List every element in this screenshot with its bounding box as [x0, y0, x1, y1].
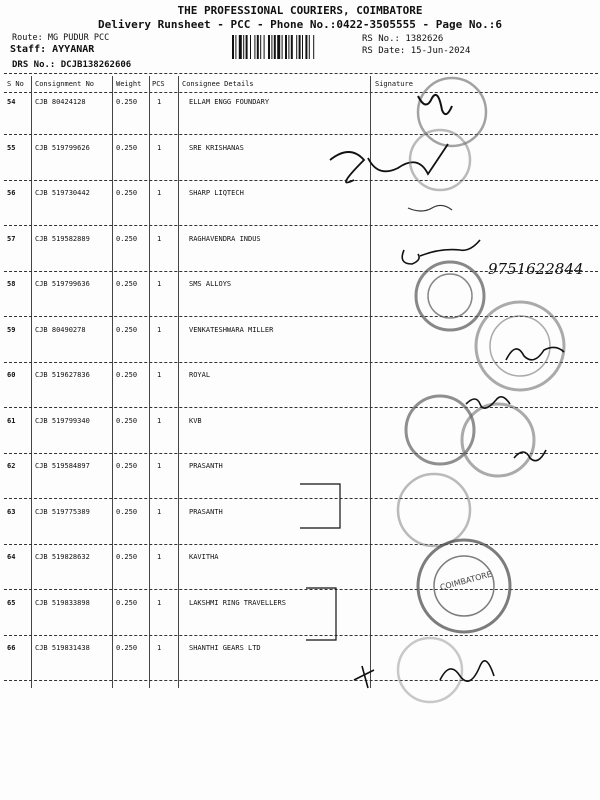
cell-sno: 54	[7, 98, 16, 106]
row-divider	[4, 362, 598, 363]
barcode-bar	[288, 35, 289, 59]
barcode-bar	[260, 35, 261, 59]
cell-weight: 0.250	[116, 143, 138, 152]
cell-pcs: 1	[157, 598, 162, 607]
column-header-consignee: Consignee Details	[182, 80, 254, 88]
column-header-consignment: Consignment No	[35, 80, 95, 88]
barcode-image	[232, 35, 354, 59]
barcode-bar	[282, 35, 283, 59]
barcode-bar	[271, 35, 272, 59]
cell-consignee: ROYAL	[189, 371, 211, 379]
table-row	[0, 553, 600, 573]
row-divider	[4, 589, 598, 590]
drs-number: DRS No.: DCJB138262606	[12, 60, 132, 70]
row-divider	[4, 134, 598, 135]
table-row	[0, 326, 600, 346]
table-row	[0, 280, 600, 300]
cell-consignment-no: CJB 519799636	[35, 280, 90, 288]
row-divider	[4, 271, 598, 272]
row-divider	[4, 316, 598, 317]
divider-header	[4, 92, 598, 93]
row-divider	[4, 453, 598, 454]
cell-consignee: SRE KRISHANAS	[189, 143, 244, 152]
cell-weight: 0.250	[116, 598, 138, 607]
handwritten-phone: 9751622844	[488, 260, 584, 278]
cell-consignee: PRASANTH	[189, 507, 223, 516]
column-header-pcs: PCS	[152, 80, 165, 88]
cell-consignment-no: CJB 519627836	[35, 371, 90, 379]
cell-sno: 57	[7, 234, 16, 243]
cell-pcs: 1	[157, 553, 162, 561]
barcode-bar	[246, 35, 248, 59]
cell-sno: 64	[7, 553, 16, 561]
cell-pcs: 1	[157, 371, 162, 379]
rs-number: RS No.: 1382626	[362, 34, 444, 44]
cell-weight: 0.250	[116, 189, 138, 197]
cell-consignment-no: CJB 80424128	[35, 98, 86, 106]
rs-date: RS Date: 15-Jun-2024	[362, 46, 471, 56]
cell-sno: 61	[7, 416, 16, 425]
table-row	[0, 189, 600, 209]
barcode-bar	[277, 35, 280, 59]
barcode-bar	[250, 35, 251, 59]
barcode-bar	[285, 35, 287, 59]
signature-mark	[354, 661, 494, 688]
row-divider	[4, 225, 598, 226]
barcode-bar	[309, 35, 310, 59]
stamp-text: COIMBATORE	[439, 569, 493, 593]
barcode-bar	[254, 35, 255, 59]
barcode-bar	[235, 35, 236, 59]
cell-sno: 59	[7, 325, 16, 334]
cell-consignment-no: CJB 519775389	[35, 507, 90, 516]
table-row	[0, 462, 600, 482]
cell-sno: 66	[7, 644, 16, 652]
table-row	[0, 98, 600, 118]
barcode-bar	[257, 35, 259, 59]
cell-consignment-no: CJB 519833898	[35, 598, 90, 607]
cell-pcs: 1	[157, 280, 162, 288]
row-divider	[4, 498, 598, 499]
cell-sno: 65	[7, 598, 16, 607]
signature-mark	[506, 347, 564, 360]
cell-weight: 0.250	[116, 371, 138, 379]
cell-consignment-no: CJB 519828632	[35, 553, 90, 561]
barcode-bar	[291, 35, 293, 59]
cell-pcs: 1	[157, 325, 162, 334]
cell-pcs: 1	[157, 234, 162, 243]
cell-consignee: SMS ALLOYS	[189, 280, 232, 288]
cell-consignee: PRASANTH	[189, 462, 223, 470]
divider-top	[4, 73, 598, 74]
barcode-bar	[268, 35, 270, 59]
cell-pcs: 1	[157, 416, 162, 425]
row-divider	[4, 407, 598, 408]
cell-consignment-no: CJB 80490278	[35, 325, 86, 334]
cell-pcs: 1	[157, 507, 162, 516]
cell-consignee: ELLAM ENGG FOUNDARY	[189, 98, 270, 106]
barcode-bar	[305, 35, 307, 59]
cell-weight: 0.250	[116, 325, 138, 334]
barcode-bar	[299, 35, 301, 59]
cell-consignment-no: CJB 519799626	[35, 143, 90, 152]
cell-weight: 0.250	[116, 98, 138, 106]
barcode-bar	[313, 35, 314, 59]
cell-sno: 55	[7, 143, 16, 152]
cell-consignee: RAGHAVENDRA INDUS	[189, 234, 261, 243]
cell-pcs: 1	[157, 98, 162, 106]
cell-consignee: LAKSHMI RING TRAVELLERS	[189, 598, 286, 607]
barcode-bar	[239, 35, 242, 59]
cell-consignee: KAVITHA	[189, 553, 219, 561]
column-header-signature: Signature	[375, 80, 413, 88]
cell-sno: 60	[7, 371, 16, 379]
barcode-bar	[302, 35, 303, 59]
cell-consignment-no: CJB 519730442	[35, 189, 90, 197]
cell-sno: 56	[7, 189, 16, 197]
cell-consignment-no: CJB 519582889	[35, 234, 90, 243]
cell-weight: 0.250	[116, 462, 138, 470]
cell-pcs: 1	[157, 644, 162, 652]
title-runsheet: Delivery Runsheet - PCC - Phone No.:0422-3505555 - Page No.:6	[98, 18, 502, 31]
staff-label: Staff: AYYANAR	[10, 44, 95, 55]
row-divider	[4, 635, 598, 636]
cell-consignment-no: CJB 519584897	[35, 462, 90, 470]
cell-sno: 58	[7, 280, 16, 288]
cell-pcs: 1	[157, 189, 162, 197]
cell-weight: 0.250	[116, 280, 138, 288]
table-row	[0, 599, 600, 619]
cell-pcs: 1	[157, 462, 162, 470]
cell-weight: 0.250	[116, 234, 138, 243]
row-divider	[4, 680, 598, 681]
barcode-bar	[264, 35, 265, 59]
cell-weight: 0.250	[116, 507, 138, 516]
table-row	[0, 508, 600, 528]
row-divider	[4, 544, 598, 545]
barcode-bar	[296, 35, 297, 59]
cell-weight: 0.250	[116, 644, 138, 652]
cell-weight: 0.250	[116, 553, 138, 561]
table-row	[0, 371, 600, 391]
cell-sno: 63	[7, 507, 16, 516]
cell-consignee: VENKATESHWARA MILLER	[189, 325, 274, 334]
table-row	[0, 644, 600, 664]
barcode-bar	[274, 35, 276, 59]
cell-pcs: 1	[157, 143, 162, 152]
cell-consignment-no: CJB 519799340	[35, 416, 90, 425]
cell-weight: 0.250	[116, 416, 138, 425]
barcode-bar	[232, 35, 234, 59]
cell-consignee: SHANTHI GEARS LTD	[189, 644, 261, 652]
cell-sno: 62	[7, 462, 16, 470]
table-row	[0, 144, 600, 164]
cell-consignment-no: CJB 519831438	[35, 644, 90, 652]
barcode-bar	[243, 35, 244, 59]
row-divider	[4, 180, 598, 181]
cell-consignee: SHARP LIQTECH	[189, 189, 244, 197]
table-row	[0, 235, 600, 255]
title-company: THE PROFESSIONAL COURIERS, COIMBATORE	[177, 4, 423, 17]
column-header-weight: Weight	[116, 80, 142, 88]
route-label: Route: MG PUDUR PCC	[12, 33, 110, 43]
cell-consignee: KVB	[189, 416, 202, 425]
table-row	[0, 417, 600, 437]
column-header-sno: S No	[7, 80, 24, 88]
